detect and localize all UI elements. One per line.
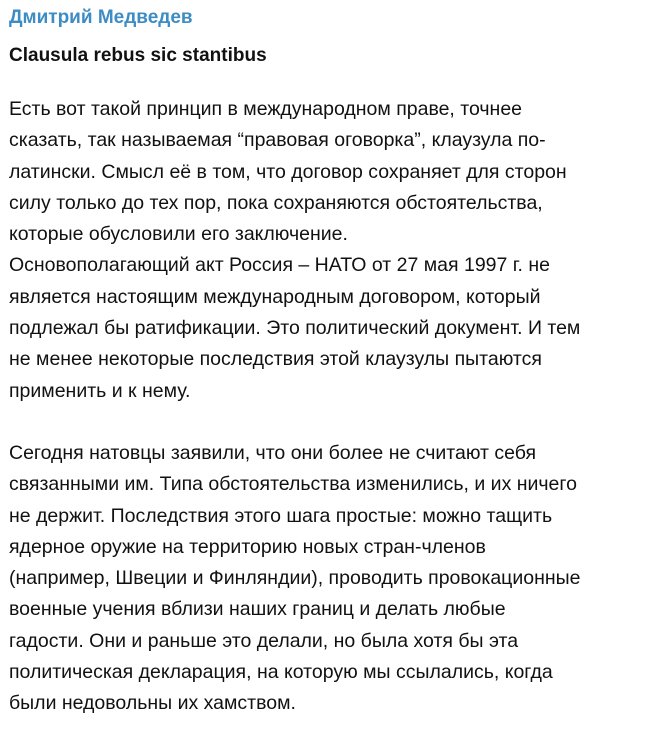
text-line: не менее некоторые последствия этой клаузулы пытаются (9, 348, 542, 371)
text-line: гадости. Они и раньше это делали, но была хотя бы эта (9, 629, 519, 652)
paragraph-2 (9, 438, 641, 720)
text-line: применить и к нему. (9, 379, 191, 402)
text-line: военные учения вблизи наших границ и делать любые (9, 598, 506, 621)
text-line: связанными им. Типа обстоятельства изменились, и их ничего (9, 473, 577, 496)
text-line: ядерное оружие на территорию новых стран-членов (9, 535, 486, 558)
text-line: (например, Швеции и Финляндии), проводить провокационные (9, 567, 581, 590)
text-line: Основополагающий акт Россия – НАТО от 27 мая 1997 г. не (9, 254, 550, 277)
message-post (9, 5, 641, 720)
paragraph-1 (9, 94, 641, 407)
text-line: является настоящим международным договором, который (9, 285, 541, 308)
text-line: были недовольны их хамством. (9, 692, 296, 715)
text-line: политическая декларация, на которую мы ссылались, когда (9, 661, 553, 684)
text-line: не держит. Последствия этого шага простые: можно тащить (9, 504, 553, 527)
post-heading: Clausula rebus sic stantibus (9, 45, 267, 66)
text-line: силу только до тех пор, пока сохраняются обстоятельства, (9, 191, 543, 214)
text-line: Сегодня натовцы заявили, что они более не считают себя (9, 441, 537, 464)
text-line: латински. Смысл её в том, что договор сохраняет для сторон (9, 160, 567, 183)
text-line: сказать, так называемая “правовая оговорка”, клаузула по- (9, 129, 546, 152)
text-line: Есть вот такой принцип в международном праве, точнее (9, 98, 523, 120)
author-name[interactable]: Дмитрий Медведев (9, 7, 193, 28)
text-line: подлежал бы ратификации. Это политический документ. И тем (9, 317, 581, 340)
text-line: которые обусловили его заключение. (9, 223, 348, 246)
